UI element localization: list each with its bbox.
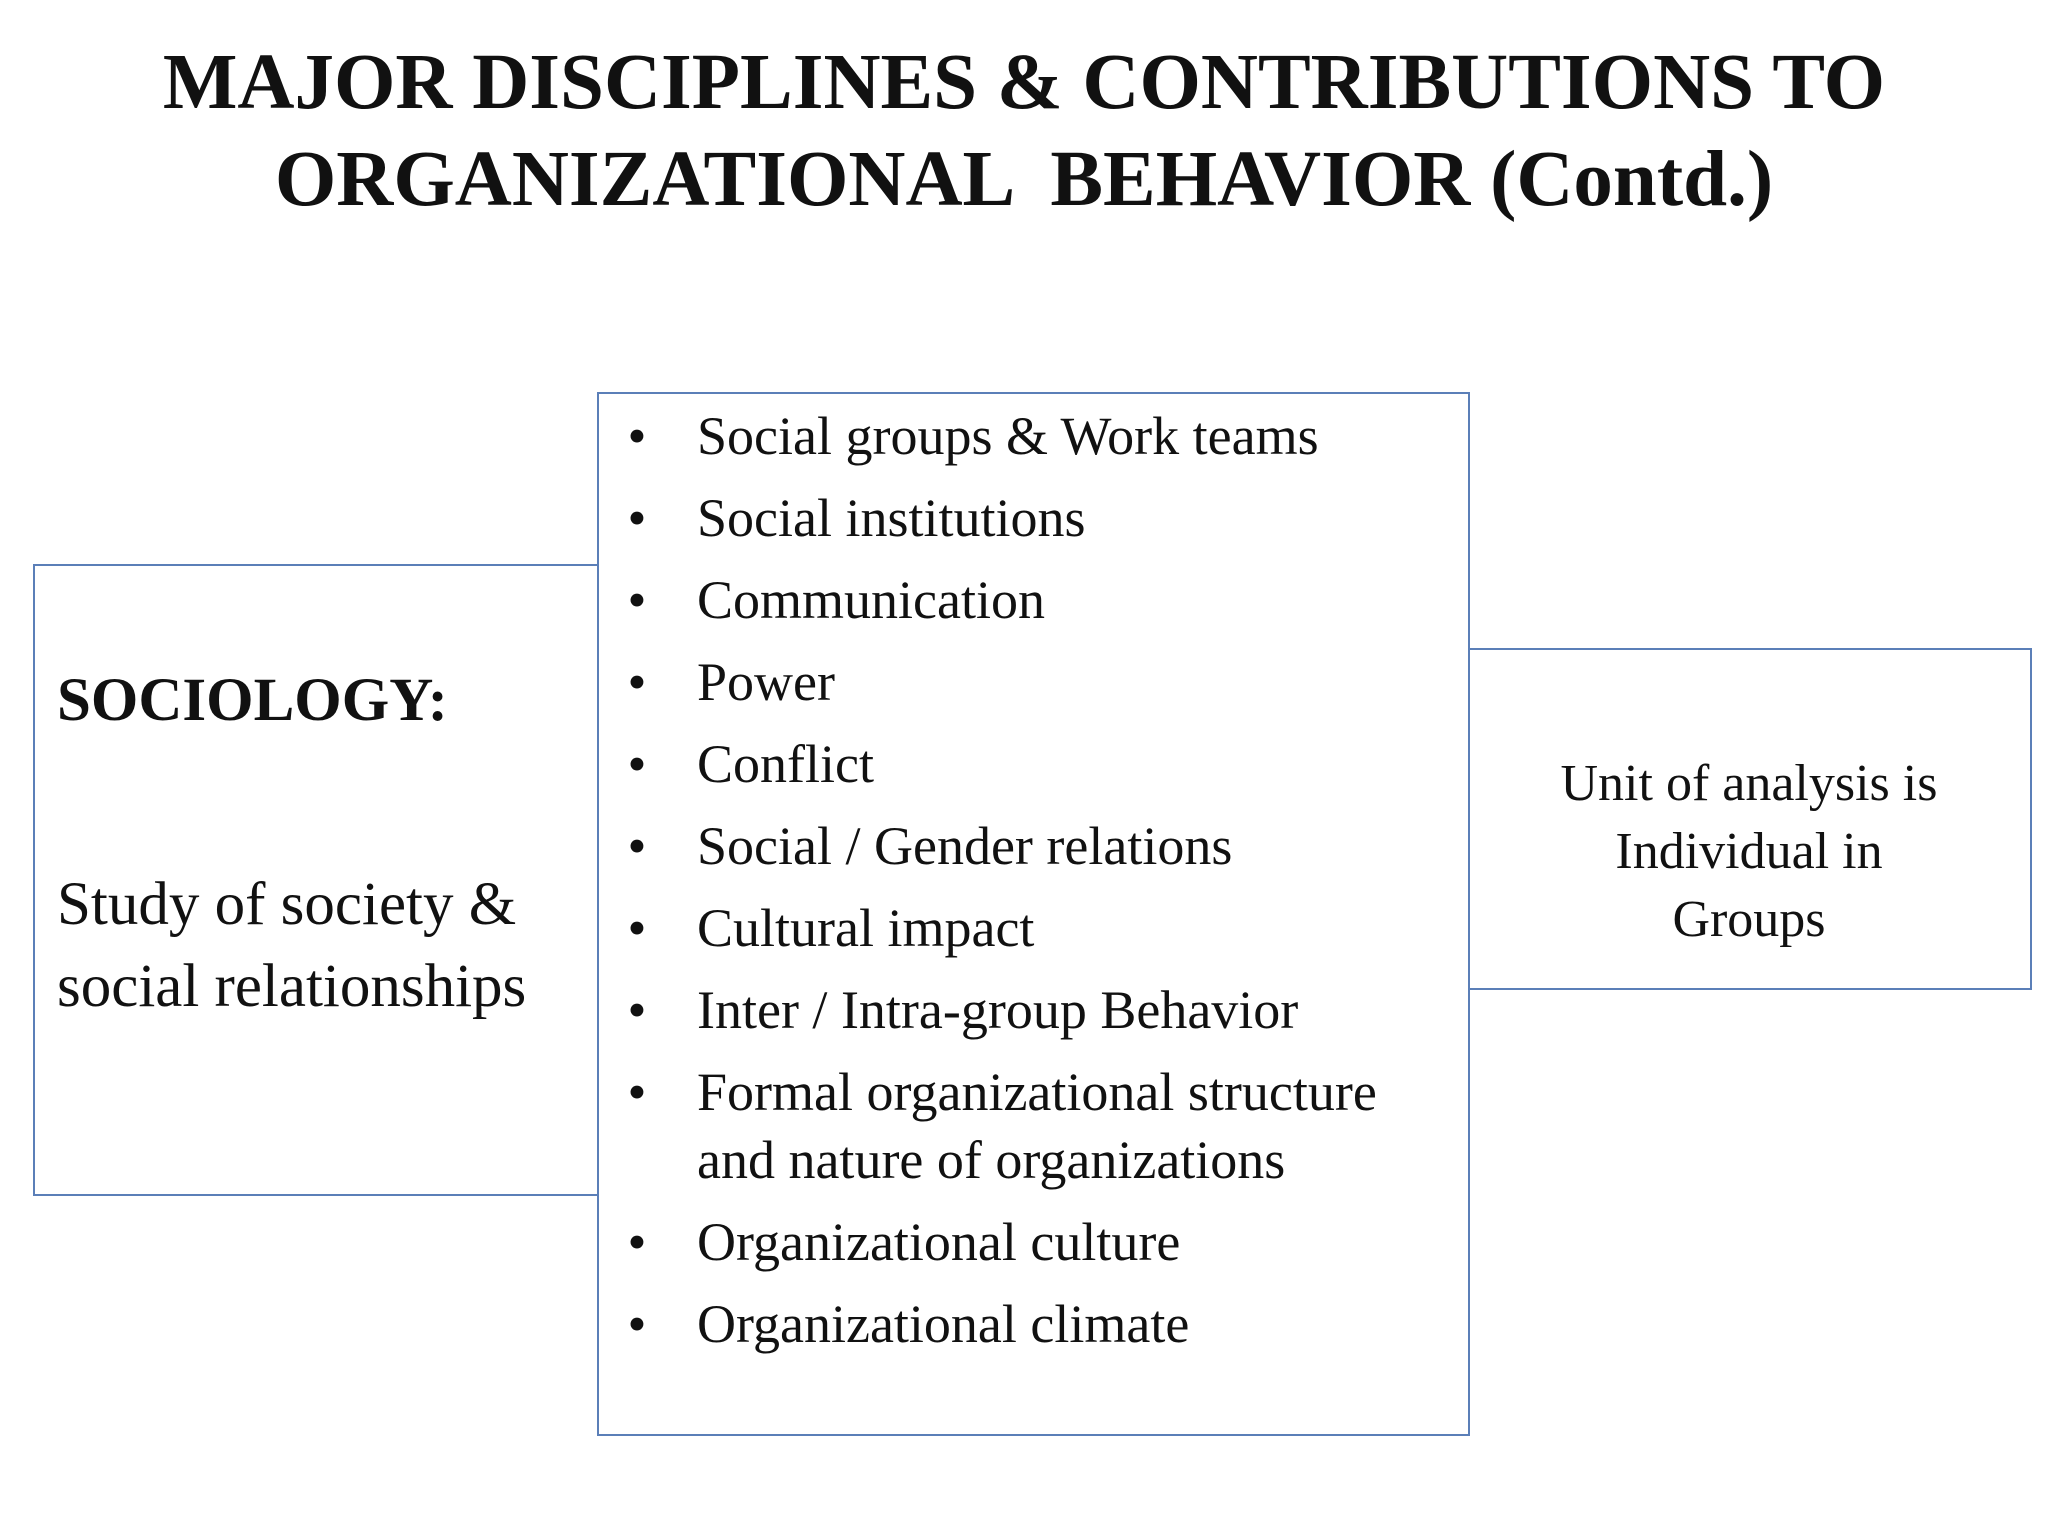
list-item-text: Formal organizational structure and nature of organizations [697, 1062, 1377, 1190]
unit-of-analysis-line-3: Groups [1672, 891, 1826, 948]
discipline-heading: SOCIOLOGY: [57, 667, 448, 734]
contributions-list [599, 402, 1468, 1372]
list-item-text: Cultural impact [697, 898, 1035, 958]
unit-of-analysis-box [1466, 648, 2032, 990]
bullet-icon: • [627, 1294, 647, 1354]
list-item [599, 1208, 1468, 1276]
list-item-text: Organizational culture [697, 1212, 1181, 1272]
slide-title-line-2: ORGANIZATIONAL BEHAVIOR (Contd.) [274, 136, 1774, 223]
list-item-text: Organizational climate [697, 1294, 1190, 1354]
list-item [599, 730, 1468, 798]
list-item [599, 976, 1468, 1044]
list-item [599, 648, 1468, 716]
list-item [599, 484, 1468, 552]
list-item-text: Communication [697, 570, 1045, 630]
unit-of-analysis-line-2: Individual in [1615, 823, 1883, 880]
bullet-icon: • [627, 816, 647, 876]
contributions-list-box [597, 392, 1470, 1436]
bullet-icon: • [627, 406, 647, 466]
list-item-text: Social / Gender relations [697, 816, 1233, 876]
unit-of-analysis-text [1468, 750, 2030, 954]
bullet-icon: • [627, 734, 647, 794]
list-item-text: Social institutions [697, 488, 1086, 548]
list-item-text: Power [697, 652, 835, 712]
list-item-text: Inter / Intra-group Behavior [697, 980, 1299, 1040]
bullet-icon: • [627, 570, 647, 630]
sociology-definition-box [33, 564, 611, 1196]
bullet-icon: • [627, 1212, 647, 1272]
bullet-icon: • [627, 652, 647, 712]
bullet-icon: • [627, 488, 647, 548]
slide-title-line-1: MAJOR DISCIPLINES & CONTRIBUTIONS TO [162, 39, 1886, 126]
list-item [599, 1058, 1468, 1194]
list-item [599, 402, 1468, 470]
list-item-text: Conflict [697, 734, 874, 794]
list-item-text: Social groups & Work teams [697, 406, 1319, 466]
list-item [599, 812, 1468, 880]
bullet-icon: • [627, 1062, 647, 1122]
list-item [599, 566, 1468, 634]
list-item [599, 894, 1468, 962]
bullet-icon: • [627, 980, 647, 1040]
list-item [599, 1290, 1468, 1358]
bullet-icon: • [627, 898, 647, 958]
slide-title [0, 34, 2048, 228]
unit-of-analysis-line-1: Unit of analysis is [1560, 755, 1938, 812]
discipline-description: Study of society & social relationships [57, 871, 527, 1020]
